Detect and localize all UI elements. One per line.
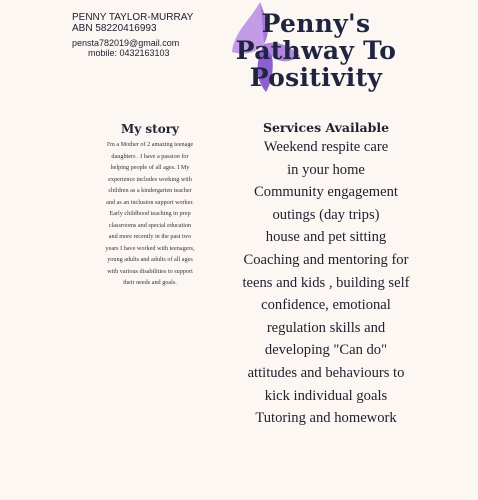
service-line: Community engagement <box>254 184 398 201</box>
service-line: developing "Can do" <box>264 342 388 359</box>
contact-email: pensta782019@gmail.com <box>72 38 180 48</box>
service-line: kick individual goals <box>264 387 388 404</box>
logo <box>226 0 426 100</box>
service-line: outings (day trips) <box>272 206 380 223</box>
service-line: Tutoring and homework <box>255 410 397 427</box>
story-heading: My story <box>120 122 180 136</box>
service-line: regulation skills and <box>266 319 386 336</box>
logo-line: Pathway To <box>235 36 397 65</box>
contact-name: PENNY TAYLOR-MURRAY <box>72 12 194 23</box>
contact-abn: ABN 58220416993 <box>72 23 157 34</box>
services-heading: Services Available <box>262 120 390 135</box>
story-section <box>104 122 196 289</box>
story-body: I'm a Mother of 2 amazing teenage daughters . I have a passion for helping people of all ages. I My experience includes working with children as a kindergarten teacher and as an inclusion support worker. Early childhood teaching in prep classrooms and special education and more recently in the past two years I have worked with teenagers, young adults and adults of all ages with various disabilities to support their needs and goals. <box>105 141 195 286</box>
services-list <box>238 136 414 430</box>
logo-title <box>226 10 406 91</box>
service-line: teens and kids , building self <box>242 274 410 291</box>
services-section <box>238 120 414 430</box>
service-line: house and pet sitting <box>265 229 387 246</box>
service-line: Weekend respite care <box>263 139 389 155</box>
service-line: in your home <box>287 161 365 178</box>
service-line: confidence, emotional <box>261 297 391 314</box>
logo-line: Positivity <box>249 63 383 92</box>
contact-mobile: mobile: 0432163103 <box>88 48 170 58</box>
service-line: Coaching and mentoring for <box>243 251 409 268</box>
service-line: attitudes and behaviours to <box>247 364 405 381</box>
logo-line: Penny's <box>261 9 371 38</box>
contact-block <box>72 12 193 58</box>
